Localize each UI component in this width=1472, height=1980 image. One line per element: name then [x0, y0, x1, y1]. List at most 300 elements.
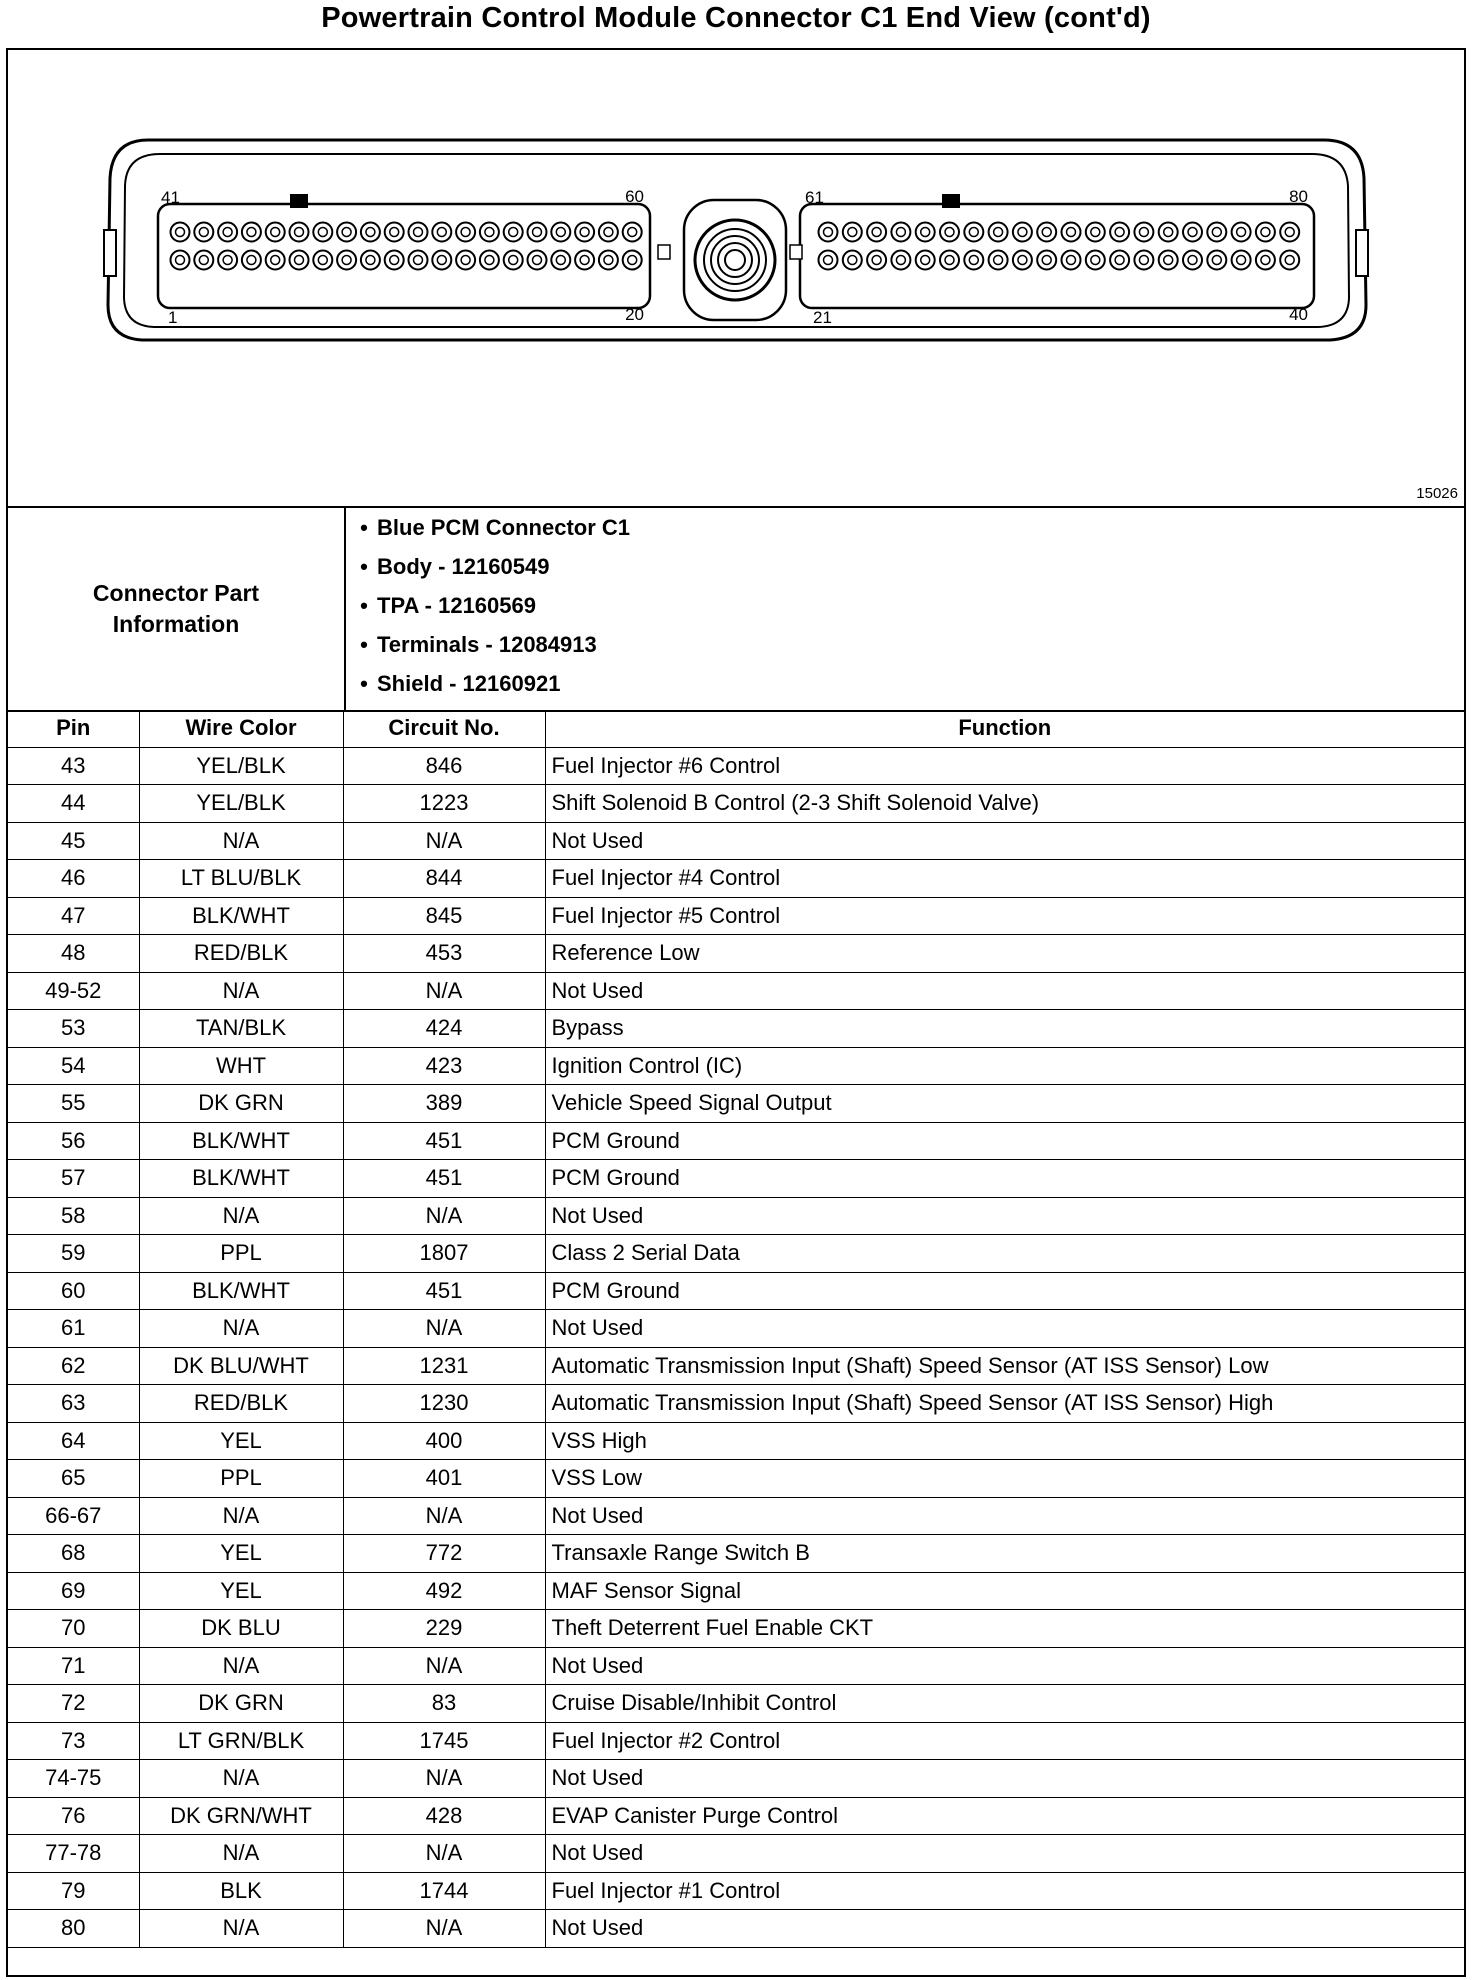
table-header-row: [8, 710, 1464, 747]
table-row: [8, 897, 1464, 935]
pin-cavity: [385, 223, 404, 242]
pin-cavity-core: [295, 228, 304, 237]
wire-color-cell: BLK/WHT: [139, 897, 343, 935]
pin-cell: 76: [8, 1797, 139, 1835]
table-row: [8, 1160, 1464, 1198]
pin-cavity-core: [199, 256, 208, 265]
pin-cavity: [867, 223, 886, 242]
pin-cavity: [551, 223, 570, 242]
bullet-icon: •: [360, 593, 368, 618]
pin-cavity-core: [1261, 228, 1270, 237]
pin-cavity: [1207, 251, 1226, 270]
pin-cavity-core: [437, 228, 446, 237]
function-cell: VSS Low: [545, 1460, 1464, 1498]
table-row: [8, 747, 1464, 785]
function-cell: MAF Sensor Signal: [545, 1572, 1464, 1610]
pin-cavity-core: [485, 256, 494, 265]
pin-cavity-core: [556, 256, 565, 265]
pin-cavity: [504, 223, 523, 242]
wire-color-cell: WHT: [139, 1047, 343, 1085]
pin-cavity-core: [390, 256, 399, 265]
pin-cavity-core: [461, 228, 470, 237]
pin-cavity-core: [1212, 256, 1221, 265]
pin-cavity: [1013, 251, 1032, 270]
pin-cavity-core: [461, 256, 470, 265]
circuit-number-cell: N/A: [343, 1197, 545, 1235]
pin-cavity: [432, 251, 451, 270]
pin-cavity-core: [628, 256, 637, 265]
pin-cavity-core: [366, 256, 375, 265]
pin-cell: 66-67: [8, 1497, 139, 1535]
pin-cavity: [194, 251, 213, 270]
page-title: Powertrain Control Module Connector C1 End View (cont'd): [321, 2, 1151, 34]
column-header-circuit-no: Circuit No.: [343, 710, 545, 747]
connector-part-information: [8, 508, 1464, 712]
wire-color-cell: N/A: [139, 1835, 343, 1873]
circuit-number-cell: 428: [343, 1797, 545, 1835]
circuit-number-cell: 453: [343, 935, 545, 973]
pin-cavity-core: [604, 256, 613, 265]
pin-cavity-core: [223, 256, 232, 265]
pin-cavity-core: [1115, 256, 1124, 265]
pin-cavity: [361, 251, 380, 270]
table-row: [8, 1422, 1464, 1460]
pin-cavity-core: [247, 256, 256, 265]
pin-cavity-core: [509, 228, 518, 237]
wire-color-cell: LT GRN/BLK: [139, 1722, 343, 1760]
wire-color-cell: DK GRN: [139, 1085, 343, 1123]
pin-cavity: [1134, 223, 1153, 242]
pin-cavity: [242, 251, 261, 270]
connector-info-item: • Terminals - 12084913: [353, 625, 630, 664]
wire-color-cell: LT BLU/BLK: [139, 860, 343, 898]
function-cell: Fuel Injector #6 Control: [545, 747, 1464, 785]
wire-color-cell: N/A: [139, 972, 343, 1010]
table-row: [8, 1685, 1464, 1723]
wire-color-cell: N/A: [139, 1197, 343, 1235]
pin-cavity-core: [1091, 256, 1100, 265]
circuit-number-cell: 83: [343, 1685, 545, 1723]
pin-cavity-core: [896, 256, 905, 265]
pin-cavity: [1207, 223, 1226, 242]
pin-cavity: [1086, 223, 1105, 242]
wire-color-cell: N/A: [139, 1497, 343, 1535]
circuit-number-cell: 451: [343, 1160, 545, 1198]
table-row: [8, 1085, 1464, 1123]
bullet-icon: •: [360, 515, 368, 540]
pin-cavity: [964, 223, 983, 242]
pin-cavity-core: [994, 256, 1003, 265]
pin-cavity: [819, 223, 838, 242]
circuit-number-cell: N/A: [343, 1835, 545, 1873]
pin-cavity: [867, 251, 886, 270]
function-cell: Not Used: [545, 1760, 1464, 1798]
pin-cavity: [242, 223, 261, 242]
pin-cavity-core: [295, 256, 304, 265]
connector-info-item: • Shield - 12160921: [353, 664, 630, 703]
pin-cavity: [1183, 251, 1202, 270]
pin-cavity-core: [604, 228, 613, 237]
connector-info-label: [8, 508, 346, 710]
right-polarization-key: [942, 194, 960, 208]
pin-cavity-core: [994, 228, 1003, 237]
pin-cavity: [599, 223, 618, 242]
pin-cavity: [575, 251, 594, 270]
wire-color-cell: N/A: [139, 822, 343, 860]
pin-label-41: 41: [161, 188, 180, 207]
table-row: [8, 1310, 1464, 1348]
pin-cavity: [1280, 251, 1299, 270]
wire-color-cell: YEL: [139, 1422, 343, 1460]
column-header-function: Function: [545, 710, 1464, 747]
pin-cavity-core: [1285, 228, 1294, 237]
circuit-number-cell: N/A: [343, 822, 545, 860]
pin-cavity: [940, 251, 959, 270]
pin-cavity-core: [969, 228, 978, 237]
pin-cavity: [290, 223, 309, 242]
pin-cavity: [1232, 251, 1251, 270]
circuit-number-cell: N/A: [343, 1310, 545, 1348]
wire-color-cell: DK GRN: [139, 1685, 343, 1723]
pin-cavity-core: [271, 228, 280, 237]
circuit-number-cell: 400: [343, 1422, 545, 1460]
function-cell: PCM Ground: [545, 1160, 1464, 1198]
pin-cavity: [313, 223, 332, 242]
pin-cavity-core: [945, 256, 954, 265]
wire-color-cell: YEL/BLK: [139, 785, 343, 823]
wire-color-cell: PPL: [139, 1460, 343, 1498]
circuit-number-cell: 845: [343, 897, 545, 935]
wire-color-cell: YEL: [139, 1535, 343, 1573]
pin-cavity: [964, 251, 983, 270]
pin-cavity: [361, 223, 380, 242]
function-cell: Not Used: [545, 1497, 1464, 1535]
pin-cell: 79: [8, 1872, 139, 1910]
pin-cavity: [456, 223, 475, 242]
right-block-tab: [790, 245, 802, 259]
wire-color-cell: BLK/WHT: [139, 1122, 343, 1160]
pinout-table: [8, 710, 1464, 1948]
pin-cavity: [599, 251, 618, 270]
column-header-pin: Pin: [8, 710, 139, 747]
pin-cavity: [940, 223, 959, 242]
function-cell: VSS High: [545, 1422, 1464, 1460]
pin-cavity: [194, 223, 213, 242]
pin-cavity: [1256, 251, 1275, 270]
table-row: [8, 1122, 1464, 1160]
table-row: [8, 822, 1464, 860]
connector-diagram: [8, 50, 1464, 508]
function-cell: EVAP Canister Purge Control: [545, 1797, 1464, 1835]
pin-cavity-core: [247, 228, 256, 237]
pin-cavity: [1159, 223, 1178, 242]
pin-cavity-core: [1139, 256, 1148, 265]
table-row: [8, 1460, 1464, 1498]
circuit-number-cell: 451: [343, 1272, 545, 1310]
circuit-number-cell: 1223: [343, 785, 545, 823]
table-row: [8, 1347, 1464, 1385]
circuit-number-cell: 844: [343, 860, 545, 898]
pin-cavity: [432, 223, 451, 242]
circuit-number-cell: 401: [343, 1460, 545, 1498]
pin-cavity-core: [342, 228, 351, 237]
pin-cavity: [409, 251, 428, 270]
pin-cavity: [528, 251, 547, 270]
pin-cell: 73: [8, 1722, 139, 1760]
circuit-number-cell: 1230: [343, 1385, 545, 1423]
connector-housing-outline: [108, 140, 1366, 340]
pin-label-61: 61: [805, 188, 824, 207]
table-row: [8, 1535, 1464, 1573]
right-latch: [1356, 230, 1368, 276]
pin-cavity-core: [969, 256, 978, 265]
pin-cavity-core: [318, 228, 327, 237]
pin-cell: 69: [8, 1572, 139, 1610]
wire-color-cell: DK BLU/WHT: [139, 1347, 343, 1385]
pin-cavity: [337, 223, 356, 242]
table-row: [8, 1722, 1464, 1760]
pin-cell: 74-75: [8, 1760, 139, 1798]
pin-cell: 72: [8, 1685, 139, 1723]
function-cell: Automatic Transmission Input (Shaft) Speed Sensor (AT ISS Sensor) Low: [545, 1347, 1464, 1385]
table-row: [8, 1835, 1464, 1873]
pin-cavity-core: [1212, 228, 1221, 237]
wire-color-cell: YEL/BLK: [139, 747, 343, 785]
pin-cavity-core: [1115, 228, 1124, 237]
wire-color-cell: N/A: [139, 1910, 343, 1948]
function-cell: Fuel Injector #4 Control: [545, 860, 1464, 898]
pin-cavity-core: [1042, 256, 1051, 265]
pin-cavity: [891, 223, 910, 242]
pin-cavity-core: [509, 256, 518, 265]
pin-label-40: 40: [1289, 305, 1308, 324]
pin-cavity-core: [366, 228, 375, 237]
pin-cell: 43: [8, 747, 139, 785]
function-cell: PCM Ground: [545, 1272, 1464, 1310]
pin-cavity: [1110, 251, 1129, 270]
pin-cavity: [1062, 251, 1081, 270]
pin-cavity: [623, 251, 642, 270]
connector-info-label-text: Connector Part Information: [92, 580, 260, 637]
pin-cavity: [337, 251, 356, 270]
pin-cavity: [1086, 251, 1105, 270]
circuit-number-cell: N/A: [343, 1760, 545, 1798]
pin-cell: 60: [8, 1272, 139, 1310]
table-row: [8, 1872, 1464, 1910]
pin-cell: 71: [8, 1647, 139, 1685]
pin-cavity-core: [176, 228, 185, 237]
table-row: [8, 935, 1464, 973]
pin-cavity: [266, 223, 285, 242]
pin-cavity-core: [342, 256, 351, 265]
pin-cell: 80: [8, 1910, 139, 1948]
pin-cell: 53: [8, 1010, 139, 1048]
connector-info-item: • TPA - 12160569: [353, 586, 630, 625]
function-cell: Not Used: [545, 1647, 1464, 1685]
pin-cavity-core: [628, 228, 637, 237]
pin-cavity-core: [1285, 256, 1294, 265]
function-cell: Not Used: [545, 972, 1464, 1010]
pin-cavity-core: [1067, 256, 1076, 265]
wire-color-cell: DK BLU: [139, 1610, 343, 1648]
pin-cavity: [819, 251, 838, 270]
pin-cavity: [266, 251, 285, 270]
pin-cavity: [290, 251, 309, 270]
circuit-number-cell: 1807: [343, 1235, 545, 1273]
table-row: [8, 1797, 1464, 1835]
pin-cell: 48: [8, 935, 139, 973]
circuit-number-cell: 846: [343, 747, 545, 785]
pin-cavity-core: [318, 256, 327, 265]
wire-color-cell: N/A: [139, 1760, 343, 1798]
pin-cavity: [528, 223, 547, 242]
pin-cavity-core: [1188, 256, 1197, 265]
figure-number: 15026: [1416, 485, 1458, 502]
pin-cavity-core: [1164, 228, 1173, 237]
pin-cavity-core: [1091, 228, 1100, 237]
table-row: [8, 1910, 1464, 1948]
table-row: [8, 1647, 1464, 1685]
left-block-tab: [658, 245, 670, 259]
pin-cavity-core: [945, 228, 954, 237]
pin-cell: 55: [8, 1085, 139, 1123]
column-header-wire-color: Wire Color: [139, 710, 343, 747]
bullet-icon: •: [360, 554, 368, 579]
pin-cell: 57: [8, 1160, 139, 1198]
table-row: [8, 860, 1464, 898]
pin-cavity: [504, 251, 523, 270]
bullet-icon: •: [360, 632, 368, 657]
pin-cavity: [1037, 251, 1056, 270]
pin-cell: 46: [8, 860, 139, 898]
pin-label-20: 20: [625, 305, 644, 324]
circuit-number-cell: 451: [343, 1122, 545, 1160]
pin-cavity-core: [1042, 228, 1051, 237]
table-row: [8, 1572, 1464, 1610]
pin-cell: 59: [8, 1235, 139, 1273]
pin-cavity-core: [414, 228, 423, 237]
function-cell: Not Used: [545, 1910, 1464, 1948]
circuit-number-cell: N/A: [343, 1497, 545, 1535]
circuit-number-cell: 1745: [343, 1722, 545, 1760]
pin-cavity: [1110, 223, 1129, 242]
pin-cavity-core: [223, 228, 232, 237]
pin-cavity-core: [271, 256, 280, 265]
wire-color-cell: BLK: [139, 1872, 343, 1910]
pin-cavity: [989, 223, 1008, 242]
pin-cavity: [623, 223, 642, 242]
wire-color-cell: BLK/WHT: [139, 1272, 343, 1310]
pin-cavity: [218, 223, 237, 242]
pin-cell: 61: [8, 1310, 139, 1348]
pin-cavity-core: [533, 256, 542, 265]
pin-cavity-core: [824, 228, 833, 237]
pin-label-60: 60: [625, 187, 644, 206]
circuit-number-cell: 772: [343, 1535, 545, 1573]
pin-cavity: [409, 223, 428, 242]
table-row: [8, 1010, 1464, 1048]
pin-cavity: [843, 223, 862, 242]
pin-cavity-core: [556, 228, 565, 237]
connector-info-item: • Body - 12160549: [353, 547, 630, 586]
pin-cavity: [1037, 223, 1056, 242]
function-cell: PCM Ground: [545, 1122, 1464, 1160]
connector-info-list: [353, 508, 630, 703]
pin-cavity-core: [485, 228, 494, 237]
wire-color-cell: RED/BLK: [139, 1385, 343, 1423]
function-cell: Fuel Injector #2 Control: [545, 1722, 1464, 1760]
function-cell: Not Used: [545, 1310, 1464, 1348]
function-cell: Fuel Injector #5 Control: [545, 897, 1464, 935]
circuit-number-cell: 492: [343, 1572, 545, 1610]
pin-cell: 45: [8, 822, 139, 860]
pin-cavity: [891, 251, 910, 270]
table-row: [8, 1760, 1464, 1798]
wire-color-cell: N/A: [139, 1647, 343, 1685]
function-cell: Not Used: [545, 1835, 1464, 1873]
right-pin-rows: [819, 223, 1300, 270]
function-cell: Reference Low: [545, 935, 1464, 973]
pin-cavity: [1256, 223, 1275, 242]
wire-color-cell: RED/BLK: [139, 935, 343, 973]
pin-label-1: 1: [168, 308, 178, 327]
table-row: [8, 1497, 1464, 1535]
table-row: [8, 972, 1464, 1010]
pin-cell: 58: [8, 1197, 139, 1235]
pin-cell: 62: [8, 1347, 139, 1385]
pin-cavity-core: [848, 228, 857, 237]
pin-cavity: [456, 251, 475, 270]
connector-end-view-drawing: [8, 50, 1464, 506]
pin-cavity: [916, 251, 935, 270]
function-cell: Shift Solenoid B Control (2-3 Shift Solenoid Valve): [545, 785, 1464, 823]
wire-color-cell: TAN/BLK: [139, 1010, 343, 1048]
pin-cavity: [1134, 251, 1153, 270]
pin-cavity: [1232, 223, 1251, 242]
pin-cavity-core: [176, 256, 185, 265]
table-row: [8, 1272, 1464, 1310]
function-cell: Fuel Injector #1 Control: [545, 1872, 1464, 1910]
pin-cavity-core: [1188, 228, 1197, 237]
circuit-number-cell: 389: [343, 1085, 545, 1123]
table-row: [8, 1610, 1464, 1648]
pin-cavity: [1183, 223, 1202, 242]
pin-label-21: 21: [813, 308, 832, 327]
center-jackscrew: [684, 200, 786, 320]
pin-cavity: [218, 251, 237, 270]
pin-cell: 49-52: [8, 972, 139, 1010]
pin-cavity: [171, 251, 190, 270]
pin-cavity-core: [580, 256, 589, 265]
pin-cell: 68: [8, 1535, 139, 1573]
pin-cavity-core: [1018, 256, 1027, 265]
circuit-number-cell: 424: [343, 1010, 545, 1048]
table-row: [8, 1235, 1464, 1273]
connector-info-item: • Blue PCM Connector C1: [353, 508, 630, 547]
pin-cell: 64: [8, 1422, 139, 1460]
table-row: [8, 1385, 1464, 1423]
pin-cavity-core: [1261, 256, 1270, 265]
pin-cavity: [1280, 223, 1299, 242]
pin-cell: 56: [8, 1122, 139, 1160]
wire-color-cell: DK GRN/WHT: [139, 1797, 343, 1835]
pin-cavity-core: [1237, 228, 1246, 237]
pin-cell: 65: [8, 1460, 139, 1498]
pin-cavity-core: [199, 228, 208, 237]
left-polarization-key: [290, 194, 308, 208]
function-cell: Class 2 Serial Data: [545, 1235, 1464, 1273]
pin-cavity: [313, 251, 332, 270]
